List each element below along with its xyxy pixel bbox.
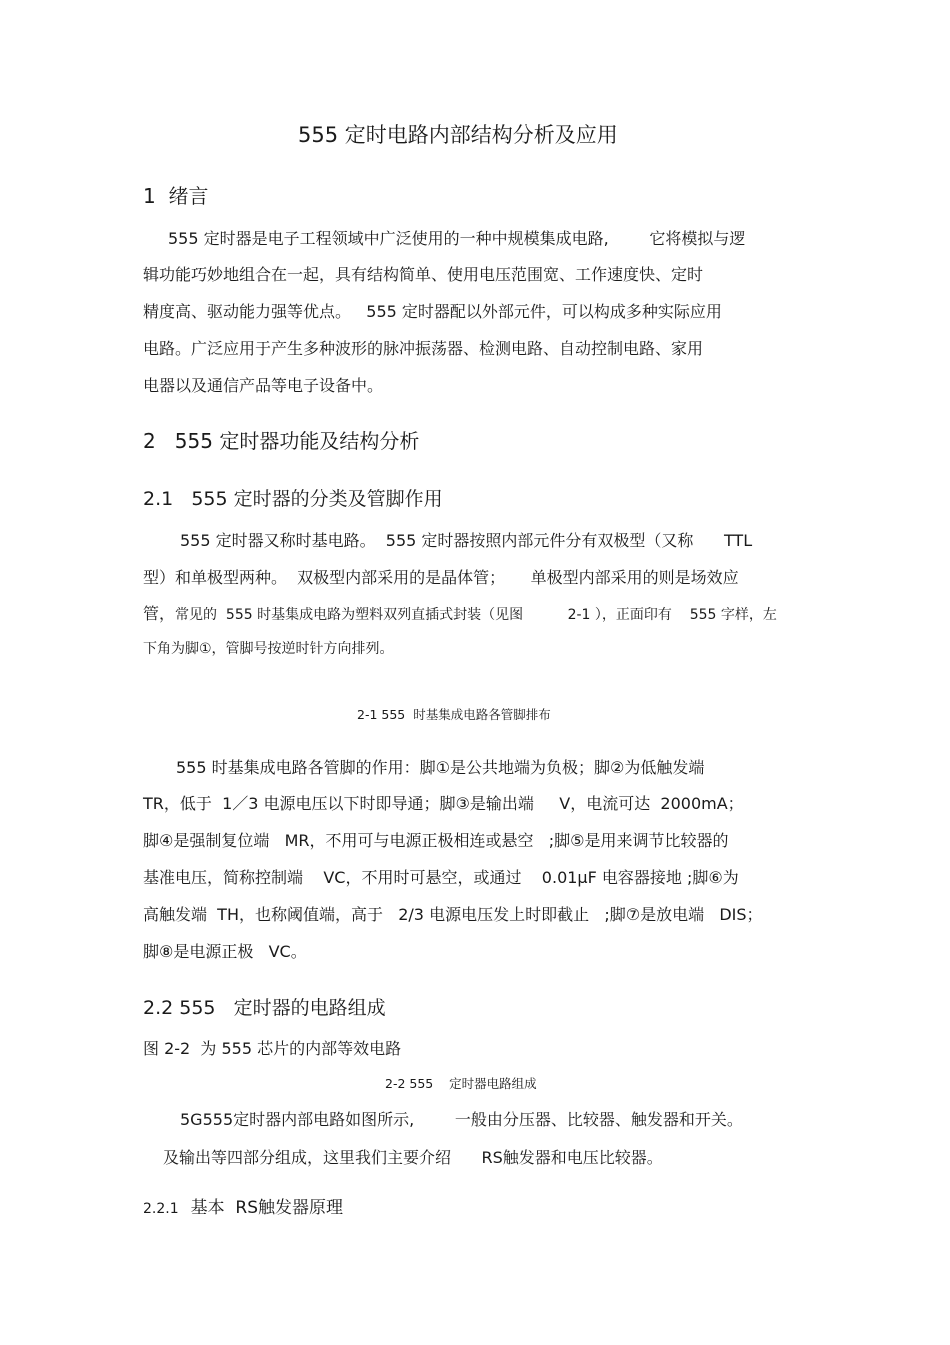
paragraph-line: TR，低于 1／3 电源电压以下时即导通；脚③是输出端 V，电流可达 2000mA； <box>143 794 744 813</box>
paragraph-line: 脚⑧是电源正极 VC。 <box>143 942 307 961</box>
paragraph-line: 精度高、驱动能力强等优点。 555 定时器配以外部元件，可以构成多种实际应用 <box>143 302 722 321</box>
paragraph-line: 及输出等四部分组成，这里我们主要介绍 RS触发器和电压比较器。 <box>163 1148 663 1167</box>
paragraph-line: 基准电压，简称控制端 VC，不用时可悬空，或通过 0.01μF 电容器接地 ;脚⑥为 <box>143 868 739 887</box>
paragraph-line: 下角为脚①，管脚号按逆时针方向排列。 <box>143 641 394 657</box>
paragraph-line: 555 定时器又称时基电路。 555 定时器按照内部元件分有双极型（又称 TTL <box>180 531 753 550</box>
figure-caption: 2-1 555 时基集成电路各管脚排布 <box>357 707 551 722</box>
document-title: 555 定时电路内部结构分析及应用 <box>298 123 618 147</box>
paragraph-line: 脚④是强制复位端 MR，不用可与电源正极相连或悬空 ;脚⑤是用来调节比较器的 <box>143 831 729 850</box>
paragraph-line: 型）和单极型两种。 双极型内部采用的是晶体管； 单极型内部采用的则是场效应 <box>143 568 739 587</box>
paragraph-line: 555 时基集成电路各管脚的作用：脚①是公共地端为负极；脚②为低触发端 <box>176 758 705 777</box>
section-title: 基本 RS触发器原理 <box>190 1198 344 1218</box>
section-2-heading: 2 555 定时器功能及结构分析 <box>143 429 420 453</box>
section-1-heading: 1 绪言 <box>143 184 209 208</box>
paragraph-line: 电器以及通信产品等电子设备中。 <box>143 376 384 395</box>
figure-caption: 2-2 555 定时器电路组成 <box>385 1076 537 1091</box>
paragraph-line: 辑功能巧妙地组合在一起，具有结构简单、使用电压范围宽、工作速度快、定时 <box>143 265 704 284</box>
section-number: 2.2.1 <box>143 1201 179 1217</box>
section-2-2-1-heading <box>143 1193 343 1218</box>
paragraph-line: 5G555定时器内部电路如图所示, 一般由分压器、比较器、触发器和开关。 <box>180 1110 743 1129</box>
paragraph-line: 高触发端 TH，也称阈值端，高于 2/3 电源电压发上时即截止 ;脚⑦是放电端 DIS； <box>143 905 763 924</box>
paragraph-line: 图 2-2 为 555 芯片的内部等效电路 <box>143 1039 402 1058</box>
paragraph-line: 电路。广泛应用于产生多种波形的脉冲振荡器、检测电路、自动控制电路、家用 <box>143 339 704 358</box>
section-2-1-heading: 2.1 555 定时器的分类及管脚作用 <box>143 488 443 510</box>
paragraph-line: 555 定时器是电子工程领域中广泛使用的一种中规模集成电路, 它将模拟与逻 <box>168 229 746 248</box>
line-text: 常见的 555 时基集成电路为塑料双列直插式封装（见图 2-1 ），正面印有 555 字样，左 <box>175 607 777 623</box>
section-2-2-heading: 2.2 555 定时器的电路组成 <box>143 997 386 1019</box>
paragraph-line <box>143 601 777 624</box>
line-prefix: 管， <box>143 604 176 623</box>
